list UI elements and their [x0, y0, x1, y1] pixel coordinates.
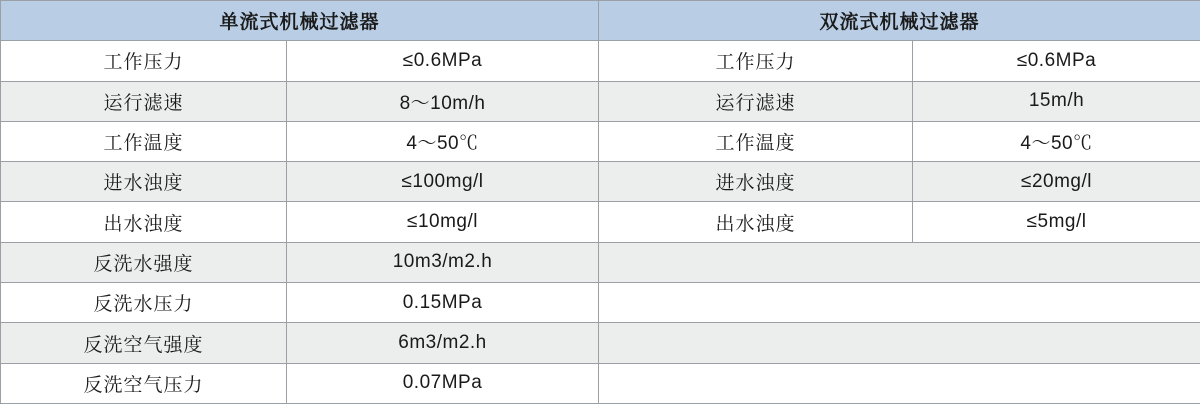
left-value: 6m3/m2.h [287, 323, 599, 363]
left-value: 0.15MPa [287, 283, 599, 323]
header-double-flow: 双流式机械过滤器 [599, 1, 1200, 41]
left-label: 运行滤速 [1, 81, 287, 121]
left-label: 反洗空气压力 [1, 363, 287, 403]
left-label: 出水浊度 [1, 202, 287, 242]
right-label: 工作压力 [599, 41, 913, 81]
right-label: 工作温度 [599, 121, 913, 161]
right-value: ≤20mg/l [913, 162, 1200, 202]
left-value: 10m3/m2.h [287, 242, 599, 282]
empty-cell [599, 323, 1200, 363]
left-label: 反洗空气强度 [1, 323, 287, 363]
left-value: ≤100mg/l [287, 162, 599, 202]
right-value: ≤0.6MPa [913, 41, 1200, 81]
right-label: 运行滤速 [599, 81, 913, 121]
right-label: 出水浊度 [599, 202, 913, 242]
left-value: ≤10mg/l [287, 202, 599, 242]
left-value: ≤0.6MPa [287, 41, 599, 81]
table-row [1, 121, 1200, 161]
table-row [1, 363, 1200, 403]
table-row [1, 283, 1200, 323]
left-label: 反洗水压力 [1, 283, 287, 323]
left-value: 0.07MPa [287, 363, 599, 403]
table-row [1, 81, 1200, 121]
table-row [1, 242, 1200, 282]
table-row [1, 41, 1200, 81]
left-label: 工作温度 [1, 121, 287, 161]
table-row [1, 162, 1200, 202]
table-header-row [1, 1, 1200, 41]
left-value: 4～50℃ [287, 121, 599, 161]
header-single-flow: 单流式机械过滤器 [1, 1, 599, 41]
empty-cell [599, 242, 1200, 282]
left-value: 8～10m/h [287, 81, 599, 121]
empty-cell [599, 363, 1200, 403]
right-value: 4～50℃ [913, 121, 1200, 161]
left-label: 进水浊度 [1, 162, 287, 202]
right-label: 进水浊度 [599, 162, 913, 202]
right-value: 15m/h [913, 81, 1200, 121]
right-value: ≤5mg/l [913, 202, 1200, 242]
empty-cell [599, 283, 1200, 323]
table-row [1, 323, 1200, 363]
table-row [1, 202, 1200, 242]
left-label: 反洗水强度 [1, 242, 287, 282]
left-label: 工作压力 [1, 41, 287, 81]
